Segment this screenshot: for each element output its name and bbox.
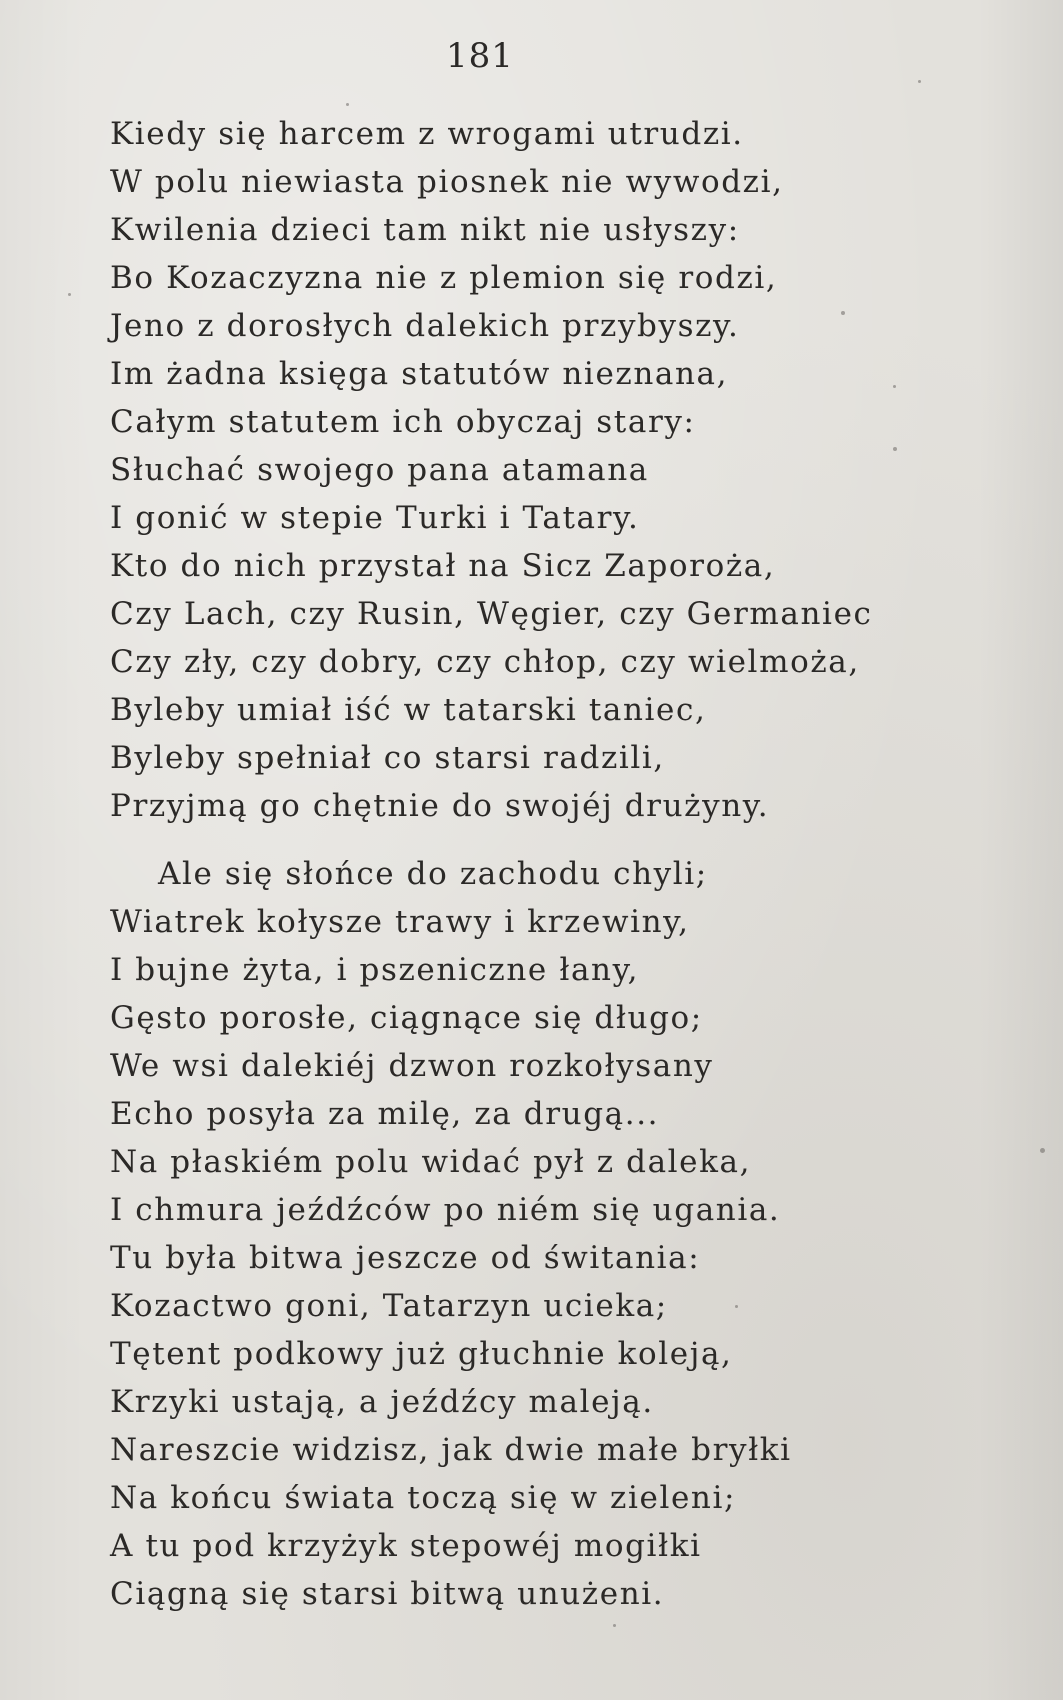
stanza-1 xyxy=(110,110,970,830)
verse-line: Czy zły, czy dobry, czy chłop, czy wielmoża, xyxy=(110,644,860,680)
verse-line: Byleby umiał iść w tatarski taniec, xyxy=(110,692,707,728)
verse-line: Jeno z dorosłych dalekich przybyszy. xyxy=(110,308,740,344)
paper-speck xyxy=(893,385,896,388)
verse-line: Ciągną się starsi bitwą unużeni. xyxy=(110,1576,665,1612)
verse-line: Kiedy się harcem z wrogami utrudzi. xyxy=(110,116,744,152)
verse-line: I chmura jeźdźców po niém się ugania. xyxy=(110,1192,781,1228)
verse-line: Tętent podkowy już głuchnie koleją, xyxy=(110,1336,733,1372)
verse-line: Kwilenia dzieci tam nikt nie usłyszy: xyxy=(110,212,740,248)
verse-line: Krzyki ustają, a jeźdźcy maleją. xyxy=(110,1384,654,1420)
stanza-2 xyxy=(110,850,970,1618)
paper-speck xyxy=(841,311,845,315)
verse-line: Bo Kozaczyzna nie z plemion się rodzi, xyxy=(110,260,778,296)
paper-speck xyxy=(735,1305,738,1308)
verse-line: Słuchać swojego pana atamana xyxy=(110,452,649,488)
verse-line: Kto do nich przystał na Sicz Zaporoża, xyxy=(110,548,776,584)
verse-line: I gonić w stepie Turki i Tatary. xyxy=(110,500,640,536)
paper-speck xyxy=(613,1624,616,1627)
verse-line: Gęsto porosłe, ciągnące się długo; xyxy=(110,1000,703,1036)
verse-line: A tu pod krzyżyk stepowéj mogiłki xyxy=(110,1528,702,1564)
verse-line: Czy Lach, czy Rusin, Węgier, czy Germaniec xyxy=(110,596,873,632)
verse-line: Na końcu świata toczą się w zieleni; xyxy=(110,1480,737,1516)
verse-line: Kozactwo goni, Tatarzyn ucieka; xyxy=(110,1288,668,1324)
paper-speck xyxy=(918,80,921,83)
verse-line: Nareszcie widzisz, jak dwie małe bryłki xyxy=(110,1432,792,1468)
verse-line: Tu była bitwa jeszcze od świtania: xyxy=(110,1240,701,1276)
paper-speck xyxy=(68,293,71,296)
verse-line: We wsi dalekiéj dzwon rozkołysany xyxy=(110,1048,714,1084)
verse-line: I bujne żyta, i pszeniczne łany, xyxy=(110,952,640,988)
verse-line: Na płaskiém polu widać pył z daleka, xyxy=(110,1144,752,1180)
verse-line: Wiatrek kołysze trawy i krzewiny, xyxy=(110,904,690,940)
verse-line: Echo posyła za milę, za drugą... xyxy=(110,1096,660,1132)
verse-line: Przyjmą go chętnie do swojéj drużyny. xyxy=(110,788,770,824)
verse-line: W polu niewiasta piosnek nie wywodzi, xyxy=(110,164,784,200)
verse-line: Całym statutem ich obyczaj stary: xyxy=(110,404,696,440)
paper-speck xyxy=(346,103,349,106)
paper-speck xyxy=(893,447,897,451)
verse-line: Im żadna księga statutów nieznana, xyxy=(110,356,729,392)
verse-line: Ale się słońce do zachodu chyli; xyxy=(158,856,708,892)
page-number: 181 xyxy=(446,36,514,76)
verse-line: Byleby spełniał co starsi radzili, xyxy=(110,740,665,776)
paper-speck xyxy=(1040,1148,1045,1153)
